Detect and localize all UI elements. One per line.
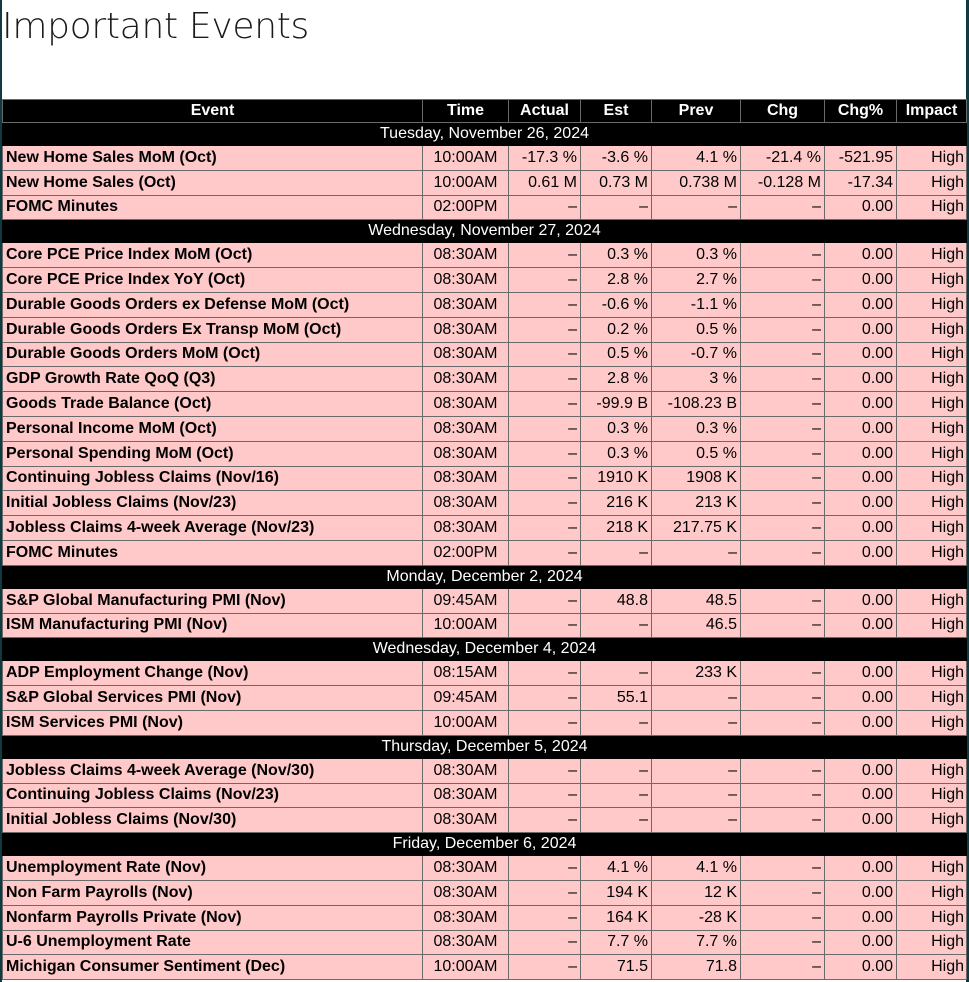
chg-pct-cell: 0.00 bbox=[825, 661, 897, 686]
est-cell: 71.5 bbox=[581, 955, 652, 980]
date-group-label: Tuesday, November 26, 2024 bbox=[3, 123, 967, 146]
event-name-cell: Personal Income MoM (Oct) bbox=[3, 416, 423, 441]
est-cell: – bbox=[581, 661, 652, 686]
event-name-cell: Goods Trade Balance (Oct) bbox=[3, 392, 423, 417]
time-cell: 08:30AM bbox=[423, 243, 509, 268]
impact-cell: High bbox=[897, 491, 967, 516]
event-row[interactable] bbox=[3, 268, 967, 293]
prev-cell: – bbox=[652, 195, 741, 220]
chg-cell: – bbox=[741, 905, 825, 930]
est-cell: 0.5 % bbox=[581, 342, 652, 367]
prev-cell: – bbox=[652, 808, 741, 833]
prev-cell: -1.1 % bbox=[652, 292, 741, 317]
prev-cell: 12 K bbox=[652, 880, 741, 905]
impact-cell: High bbox=[897, 392, 967, 417]
event-row[interactable] bbox=[3, 856, 967, 881]
est-cell: 2.8 % bbox=[581, 367, 652, 392]
col-header-chg-pct[interactable]: Chg% bbox=[825, 100, 897, 123]
event-name-cell: Durable Goods Orders MoM (Oct) bbox=[3, 342, 423, 367]
prev-cell: 2.7 % bbox=[652, 268, 741, 293]
event-name-cell: S&P Global Services PMI (Nov) bbox=[3, 686, 423, 711]
event-row[interactable] bbox=[3, 292, 967, 317]
chg-cell: – bbox=[741, 441, 825, 466]
chg-pct-cell: 0.00 bbox=[825, 905, 897, 930]
event-name-cell: FOMC Minutes bbox=[3, 540, 423, 565]
impact-cell: High bbox=[897, 661, 967, 686]
est-cell: 0.3 % bbox=[581, 416, 652, 441]
chg-pct-cell: 0.00 bbox=[825, 491, 897, 516]
chg-cell: – bbox=[741, 416, 825, 441]
est-cell: – bbox=[581, 195, 652, 220]
event-name-cell: Initial Jobless Claims (Nov/30) bbox=[3, 808, 423, 833]
event-name-cell: Non Farm Payrolls (Nov) bbox=[3, 880, 423, 905]
event-row[interactable] bbox=[3, 955, 967, 980]
impact-cell: High bbox=[897, 955, 967, 980]
actual-cell: – bbox=[509, 758, 581, 783]
chg-pct-cell: 0.00 bbox=[825, 588, 897, 613]
time-cell: 09:45AM bbox=[423, 588, 509, 613]
est-cell: 48.8 bbox=[581, 588, 652, 613]
prev-cell: -0.7 % bbox=[652, 342, 741, 367]
chg-cell: – bbox=[741, 661, 825, 686]
col-header-time[interactable]: Time bbox=[423, 100, 509, 123]
time-cell: 08:30AM bbox=[423, 416, 509, 441]
chg-pct-cell: 0.00 bbox=[825, 808, 897, 833]
date-group-label: Monday, December 2, 2024 bbox=[3, 565, 967, 588]
col-header-est[interactable]: Est bbox=[581, 100, 652, 123]
actual-cell: – bbox=[509, 268, 581, 293]
actual-cell: – bbox=[509, 466, 581, 491]
impact-cell: High bbox=[897, 808, 967, 833]
impact-cell: High bbox=[897, 905, 967, 930]
event-name-cell: S&P Global Manufacturing PMI (Nov) bbox=[3, 588, 423, 613]
time-cell: 08:30AM bbox=[423, 856, 509, 881]
event-row[interactable] bbox=[3, 808, 967, 833]
time-cell: 08:30AM bbox=[423, 880, 509, 905]
time-cell: 08:15AM bbox=[423, 661, 509, 686]
actual-cell: – bbox=[509, 955, 581, 980]
chg-pct-cell: 0.00 bbox=[825, 392, 897, 417]
event-row[interactable] bbox=[3, 416, 967, 441]
chg-cell: – bbox=[741, 195, 825, 220]
prev-cell: 71.8 bbox=[652, 955, 741, 980]
impact-cell: High bbox=[897, 710, 967, 735]
time-cell: 08:30AM bbox=[423, 392, 509, 417]
event-row[interactable] bbox=[3, 441, 967, 466]
actual-cell: – bbox=[509, 880, 581, 905]
impact-cell: High bbox=[897, 342, 967, 367]
time-cell: 08:30AM bbox=[423, 758, 509, 783]
chg-cell: – bbox=[741, 588, 825, 613]
date-group-label: Wednesday, November 27, 2024 bbox=[3, 220, 967, 243]
impact-cell: High bbox=[897, 856, 967, 881]
time-cell: 08:30AM bbox=[423, 783, 509, 808]
chg-pct-cell: 0.00 bbox=[825, 613, 897, 638]
chg-cell: – bbox=[741, 710, 825, 735]
event-name-cell: New Home Sales (Oct) bbox=[3, 170, 423, 195]
chg-pct-cell: -17.34 bbox=[825, 170, 897, 195]
chg-pct-cell: 0.00 bbox=[825, 195, 897, 220]
impact-cell: High bbox=[897, 880, 967, 905]
impact-cell: High bbox=[897, 195, 967, 220]
est-cell: 194 K bbox=[581, 880, 652, 905]
col-header-event[interactable]: Event bbox=[3, 100, 423, 123]
time-cell: 08:30AM bbox=[423, 808, 509, 833]
prev-cell: 0.3 % bbox=[652, 243, 741, 268]
event-row[interactable] bbox=[3, 905, 967, 930]
date-group-label: Thursday, December 5, 2024 bbox=[3, 735, 967, 758]
chg-cell: – bbox=[741, 686, 825, 711]
est-cell: -0.6 % bbox=[581, 292, 652, 317]
prev-cell: 0.738 M bbox=[652, 170, 741, 195]
impact-cell: High bbox=[897, 367, 967, 392]
event-name-cell: U-6 Unemployment Rate bbox=[3, 930, 423, 955]
event-name-cell: Durable Goods Orders ex Defense MoM (Oct) bbox=[3, 292, 423, 317]
page-title: Important Events bbox=[2, 6, 310, 47]
chg-pct-cell: 0.00 bbox=[825, 686, 897, 711]
chg-pct-cell: 0.00 bbox=[825, 783, 897, 808]
chg-cell: – bbox=[741, 466, 825, 491]
time-cell: 08:30AM bbox=[423, 516, 509, 541]
actual-cell: – bbox=[509, 661, 581, 686]
impact-cell: High bbox=[897, 686, 967, 711]
chg-pct-cell: 0.00 bbox=[825, 441, 897, 466]
chg-cell: – bbox=[741, 342, 825, 367]
event-row[interactable] bbox=[3, 317, 967, 342]
event-row[interactable] bbox=[3, 170, 967, 195]
actual-cell: – bbox=[509, 441, 581, 466]
chg-cell: – bbox=[741, 930, 825, 955]
time-cell: 02:00PM bbox=[423, 540, 509, 565]
time-cell: 08:30AM bbox=[423, 292, 509, 317]
impact-cell: High bbox=[897, 170, 967, 195]
prev-cell: – bbox=[652, 783, 741, 808]
chg-cell: – bbox=[741, 268, 825, 293]
event-name-cell: Michigan Consumer Sentiment (Dec) bbox=[3, 955, 423, 980]
impact-cell: High bbox=[897, 317, 967, 342]
event-name-cell: Durable Goods Orders Ex Transp MoM (Oct) bbox=[3, 317, 423, 342]
actual-cell: – bbox=[509, 856, 581, 881]
event-row[interactable] bbox=[3, 783, 967, 808]
event-name-cell: Jobless Claims 4-week Average (Nov/30) bbox=[3, 758, 423, 783]
chg-pct-cell: 0.00 bbox=[825, 243, 897, 268]
time-cell: 08:30AM bbox=[423, 342, 509, 367]
chg-pct-cell: 0.00 bbox=[825, 540, 897, 565]
actual-cell: – bbox=[509, 930, 581, 955]
impact-cell: High bbox=[897, 783, 967, 808]
date-group-row bbox=[3, 833, 967, 856]
chg-cell: – bbox=[741, 758, 825, 783]
est-cell: 4.1 % bbox=[581, 856, 652, 881]
event-row[interactable] bbox=[3, 491, 967, 516]
impact-cell: High bbox=[897, 243, 967, 268]
event-row[interactable] bbox=[3, 613, 967, 638]
col-header-impact[interactable]: Impact bbox=[897, 100, 967, 123]
est-cell: 0.2 % bbox=[581, 317, 652, 342]
chg-pct-cell: 0.00 bbox=[825, 955, 897, 980]
date-group-label: Friday, December 6, 2024 bbox=[3, 833, 967, 856]
header-row bbox=[3, 100, 967, 123]
event-row[interactable] bbox=[3, 195, 967, 220]
chg-pct-cell: 0.00 bbox=[825, 516, 897, 541]
actual-cell: – bbox=[509, 516, 581, 541]
time-cell: 08:30AM bbox=[423, 268, 509, 293]
prev-cell: 48.5 bbox=[652, 588, 741, 613]
chg-cell: – bbox=[741, 392, 825, 417]
event-name-cell: Initial Jobless Claims (Nov/23) bbox=[3, 491, 423, 516]
prev-cell: -108.23 B bbox=[652, 392, 741, 417]
event-name-cell: Core PCE Price Index MoM (Oct) bbox=[3, 243, 423, 268]
est-cell: 55.1 bbox=[581, 686, 652, 711]
chg-pct-cell: 0.00 bbox=[825, 880, 897, 905]
event-row[interactable] bbox=[3, 466, 967, 491]
event-row[interactable] bbox=[3, 930, 967, 955]
chg-cell: – bbox=[741, 955, 825, 980]
actual-cell: – bbox=[509, 317, 581, 342]
est-cell: – bbox=[581, 808, 652, 833]
chg-cell: – bbox=[741, 613, 825, 638]
date-group-row bbox=[3, 220, 967, 243]
est-cell: 1910 K bbox=[581, 466, 652, 491]
event-row[interactable] bbox=[3, 392, 967, 417]
chg-cell: – bbox=[741, 292, 825, 317]
chg-cell: -0.128 M bbox=[741, 170, 825, 195]
events-table bbox=[2, 99, 967, 980]
actual-cell: – bbox=[509, 342, 581, 367]
actual-cell: – bbox=[509, 905, 581, 930]
chg-pct-cell: 0.00 bbox=[825, 710, 897, 735]
date-group-row bbox=[3, 123, 967, 146]
impact-cell: High bbox=[897, 268, 967, 293]
actual-cell: – bbox=[509, 491, 581, 516]
chg-pct-cell: 0.00 bbox=[825, 466, 897, 491]
event-row[interactable] bbox=[3, 516, 967, 541]
impact-cell: High bbox=[897, 292, 967, 317]
chg-pct-cell: 0.00 bbox=[825, 268, 897, 293]
chg-cell: -21.4 % bbox=[741, 146, 825, 171]
event-name-cell: Continuing Jobless Claims (Nov/16) bbox=[3, 466, 423, 491]
chg-pct-cell: 0.00 bbox=[825, 292, 897, 317]
prev-cell: -28 K bbox=[652, 905, 741, 930]
time-cell: 10:00AM bbox=[423, 710, 509, 735]
impact-cell: High bbox=[897, 613, 967, 638]
event-row[interactable] bbox=[3, 686, 967, 711]
est-cell: -99.9 B bbox=[581, 392, 652, 417]
prev-cell: 0.5 % bbox=[652, 441, 741, 466]
prev-cell: 233 K bbox=[652, 661, 741, 686]
impact-cell: High bbox=[897, 416, 967, 441]
chg-cell: – bbox=[741, 243, 825, 268]
col-header-prev[interactable]: Prev bbox=[652, 100, 741, 123]
est-cell: – bbox=[581, 710, 652, 735]
prev-cell: 1908 K bbox=[652, 466, 741, 491]
est-cell: 164 K bbox=[581, 905, 652, 930]
est-cell: 0.3 % bbox=[581, 441, 652, 466]
impact-cell: High bbox=[897, 930, 967, 955]
chg-pct-cell: 0.00 bbox=[825, 856, 897, 881]
actual-cell: – bbox=[509, 588, 581, 613]
actual-cell: – bbox=[509, 808, 581, 833]
chg-pct-cell: 0.00 bbox=[825, 758, 897, 783]
est-cell: 216 K bbox=[581, 491, 652, 516]
time-cell: 08:30AM bbox=[423, 367, 509, 392]
impact-cell: High bbox=[897, 466, 967, 491]
impact-cell: High bbox=[897, 516, 967, 541]
prev-cell: – bbox=[652, 710, 741, 735]
actual-cell: – bbox=[509, 613, 581, 638]
event-row[interactable] bbox=[3, 880, 967, 905]
date-group-row bbox=[3, 638, 967, 661]
time-cell: 09:45AM bbox=[423, 686, 509, 711]
actual-cell: – bbox=[509, 540, 581, 565]
chg-pct-cell: 0.00 bbox=[825, 317, 897, 342]
chg-cell: – bbox=[741, 491, 825, 516]
prev-cell: – bbox=[652, 540, 741, 565]
col-header-chg[interactable]: Chg bbox=[741, 100, 825, 123]
prev-cell: 0.3 % bbox=[652, 416, 741, 441]
date-group-row bbox=[3, 735, 967, 758]
est-cell: – bbox=[581, 783, 652, 808]
prev-cell: 217.75 K bbox=[652, 516, 741, 541]
est-cell: 218 K bbox=[581, 516, 652, 541]
impact-cell: High bbox=[897, 441, 967, 466]
time-cell: 08:30AM bbox=[423, 905, 509, 930]
impact-cell: High bbox=[897, 588, 967, 613]
est-cell: 2.8 % bbox=[581, 268, 652, 293]
actual-cell: – bbox=[509, 195, 581, 220]
est-cell: -3.6 % bbox=[581, 146, 652, 171]
prev-cell: 4.1 % bbox=[652, 146, 741, 171]
time-cell: 10:00AM bbox=[423, 613, 509, 638]
est-cell: 7.7 % bbox=[581, 930, 652, 955]
chg-pct-cell: 0.00 bbox=[825, 930, 897, 955]
prev-cell: 4.1 % bbox=[652, 856, 741, 881]
event-name-cell: ADP Employment Change (Nov) bbox=[3, 661, 423, 686]
actual-cell: – bbox=[509, 392, 581, 417]
prev-cell: 46.5 bbox=[652, 613, 741, 638]
prev-cell: – bbox=[652, 758, 741, 783]
est-cell: – bbox=[581, 540, 652, 565]
chg-cell: – bbox=[741, 317, 825, 342]
event-row[interactable] bbox=[3, 758, 967, 783]
prev-cell: 7.7 % bbox=[652, 930, 741, 955]
event-name-cell: ISM Services PMI (Nov) bbox=[3, 710, 423, 735]
actual-cell: – bbox=[509, 710, 581, 735]
chg-cell: – bbox=[741, 367, 825, 392]
time-cell: 08:30AM bbox=[423, 441, 509, 466]
chg-pct-cell: 0.00 bbox=[825, 342, 897, 367]
event-name-cell: FOMC Minutes bbox=[3, 195, 423, 220]
event-name-cell: Continuing Jobless Claims (Nov/23) bbox=[3, 783, 423, 808]
chg-pct-cell: 0.00 bbox=[825, 367, 897, 392]
events-body bbox=[3, 123, 967, 980]
chg-cell: – bbox=[741, 540, 825, 565]
chg-pct-cell: 0.00 bbox=[825, 416, 897, 441]
chg-cell: – bbox=[741, 516, 825, 541]
time-cell: 10:00AM bbox=[423, 170, 509, 195]
event-name-cell: GDP Growth Rate QoQ (Q3) bbox=[3, 367, 423, 392]
prev-cell: – bbox=[652, 686, 741, 711]
time-cell: 02:00PM bbox=[423, 195, 509, 220]
chg-cell: – bbox=[741, 783, 825, 808]
est-cell: 0.73 M bbox=[581, 170, 652, 195]
actual-cell: 0.61 M bbox=[509, 170, 581, 195]
actual-cell: – bbox=[509, 783, 581, 808]
event-row[interactable] bbox=[3, 243, 967, 268]
est-cell: – bbox=[581, 613, 652, 638]
event-row[interactable] bbox=[3, 342, 967, 367]
event-name-cell: Personal Spending MoM (Oct) bbox=[3, 441, 423, 466]
event-name-cell: New Home Sales MoM (Oct) bbox=[3, 146, 423, 171]
actual-cell: -17.3 % bbox=[509, 146, 581, 171]
chg-cell: – bbox=[741, 808, 825, 833]
impact-cell: High bbox=[897, 540, 967, 565]
event-row[interactable] bbox=[3, 710, 967, 735]
prev-cell: 0.5 % bbox=[652, 317, 741, 342]
time-cell: 08:30AM bbox=[423, 491, 509, 516]
event-name-cell: Nonfarm Payrolls Private (Nov) bbox=[3, 905, 423, 930]
event-row[interactable] bbox=[3, 661, 967, 686]
actual-cell: – bbox=[509, 243, 581, 268]
actual-cell: – bbox=[509, 416, 581, 441]
prev-cell: 213 K bbox=[652, 491, 741, 516]
time-cell: 08:30AM bbox=[423, 466, 509, 491]
chg-cell: – bbox=[741, 856, 825, 881]
impact-cell: High bbox=[897, 146, 967, 171]
event-row[interactable] bbox=[3, 146, 967, 171]
chg-pct-cell: -521.95 bbox=[825, 146, 897, 171]
est-cell: – bbox=[581, 758, 652, 783]
actual-cell: – bbox=[509, 686, 581, 711]
est-cell: 0.3 % bbox=[581, 243, 652, 268]
chg-cell: – bbox=[741, 880, 825, 905]
col-header-actual[interactable]: Actual bbox=[509, 100, 581, 123]
time-cell: 08:30AM bbox=[423, 930, 509, 955]
time-cell: 08:30AM bbox=[423, 317, 509, 342]
event-row[interactable] bbox=[3, 588, 967, 613]
impact-cell: High bbox=[897, 758, 967, 783]
time-cell: 10:00AM bbox=[423, 146, 509, 171]
event-name-cell: Core PCE Price Index YoY (Oct) bbox=[3, 268, 423, 293]
date-group-label: Wednesday, December 4, 2024 bbox=[3, 638, 967, 661]
event-row[interactable] bbox=[3, 540, 967, 565]
prev-cell: 3 % bbox=[652, 367, 741, 392]
event-row[interactable] bbox=[3, 367, 967, 392]
event-name-cell: Jobless Claims 4-week Average (Nov/23) bbox=[3, 516, 423, 541]
actual-cell: – bbox=[509, 292, 581, 317]
event-name-cell: ISM Manufacturing PMI (Nov) bbox=[3, 613, 423, 638]
event-name-cell: Unemployment Rate (Nov) bbox=[3, 856, 423, 881]
time-cell: 10:00AM bbox=[423, 955, 509, 980]
actual-cell: – bbox=[509, 367, 581, 392]
date-group-row bbox=[3, 565, 967, 588]
